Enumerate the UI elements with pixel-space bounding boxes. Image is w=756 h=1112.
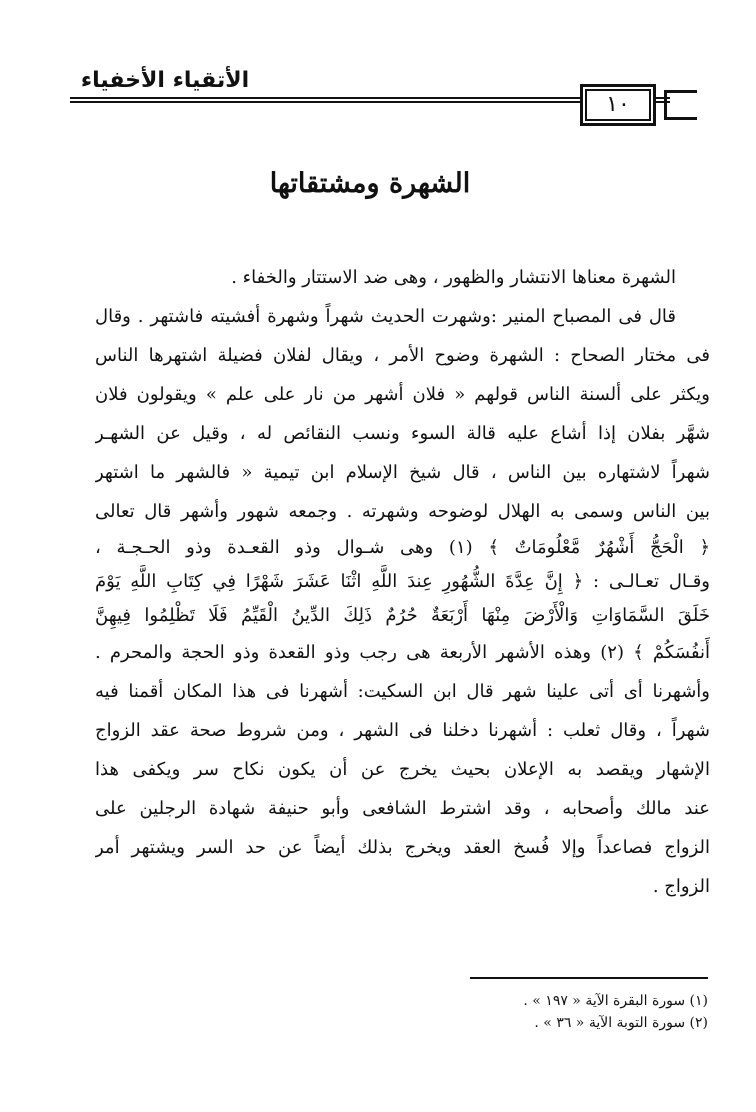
body-line: شهراً ، وقال ثعلب : أشهرنا دخلنا فى الشهر ، ومن شروط صحة عقد الزواج [95, 720, 710, 741]
body-line: عند مالك وأصحابه ، وقد اشترط الشافعى وأبو حنيفة شهادة الرجلين على [95, 798, 710, 819]
book-title: الأتقياء الأخفياء [80, 68, 250, 93]
body-line: ويكثر على ألسنة الناس قولهم « فلان أشهر من نار على علم » ويقولون فلان [95, 384, 710, 405]
footnote-separator [470, 977, 708, 979]
body-line: وأشهرنا أى أتى علينا شهر قال ابن السكيت: أشهرنا فى هذا المكان أقمنا فيه [95, 681, 710, 702]
body-line: وقـال تعـالـى : ﴿ إِنَّ عِدَّةَ الشُّهُورِ عِندَ اللَّهِ اثْنَا عَشَرَ شَهْرًا فِي كِتَابِ اللَّهِ يَوْمَ [95, 571, 710, 592]
body-line: الإشهار ويقصد به الإعلان بحيث يخرج عن أن يكون نكاح سر ويكفى هذا [95, 759, 710, 780]
page-number: ١٠ [580, 84, 656, 126]
header-frame-end [664, 90, 697, 120]
body-line: ﴿ الْحَجُّ أَشْهُرٌ مَّعْلُومَاتٌ ﴾ (١) وهى شـوال وذو القعـدة وذو الحـجـة ، [95, 537, 710, 558]
body-line: خَلَقَ السَّمَاوَاتِ وَالْأَرْضَ مِنْهَا أَرْبَعَةٌ حُرُمٌ ذَلِكَ الدِّينُ الْقَيِّمُ فَلَا تَظْلِمُوا فِيهِنَّ [95, 605, 710, 626]
body-line: فى مختار الصحاح : الشهرة وضوح الأمر ، ويقال لفلان فضيلة اشتهرها الناس [95, 345, 710, 366]
body-line: الشهرة معناها الانتشار والظهور ، وهى ضد الاستتار والخفاء . [231, 267, 676, 288]
footnote: (١) سورة البقرة الآية « ١٩٧ » . [523, 993, 708, 1009]
body-text [95, 258, 710, 906]
footnotes [348, 990, 708, 1034]
body-line: الزواج . [652, 876, 710, 897]
body-line: بين الناس وسمى به الهلال لوضوحه وشهرته . وجمعه شهور وأشهر قال تعالى [95, 501, 710, 522]
body-line: الزواج فصاعداً وإلا فُسخ العقد ويخرج بذلك أيضاً عن حد السر ويشتهر أمر [95, 837, 710, 858]
page-header [70, 66, 702, 117]
chapter-title: الشهرة ومشتقاتها [269, 168, 471, 199]
body-line: قال فى المصباح المنير :وشهرت الحديث شهراً وشهرة أفشيته فاشتهر . وقال [95, 306, 676, 327]
body-line: أَنفُسَكُمْ ﴾ (٢) وهذه الأشهر الأربعة هى رجب وذو القعدة وذو الحجة والمحرم . [95, 642, 710, 663]
body-line: شهَّر بفلان إذا أشاع عليه قالة السوء ونسب النقائص له ، وقيل عن الشهـر [95, 423, 710, 444]
body-line: شهراً لاشتهاره بين الناس ، قال شيخ الإسلام ابن تيمية « فالشهر ما اشتهر [95, 462, 710, 483]
footnote: (٢) سورة التوبة الآية « ٣٦ » . [534, 1015, 708, 1031]
